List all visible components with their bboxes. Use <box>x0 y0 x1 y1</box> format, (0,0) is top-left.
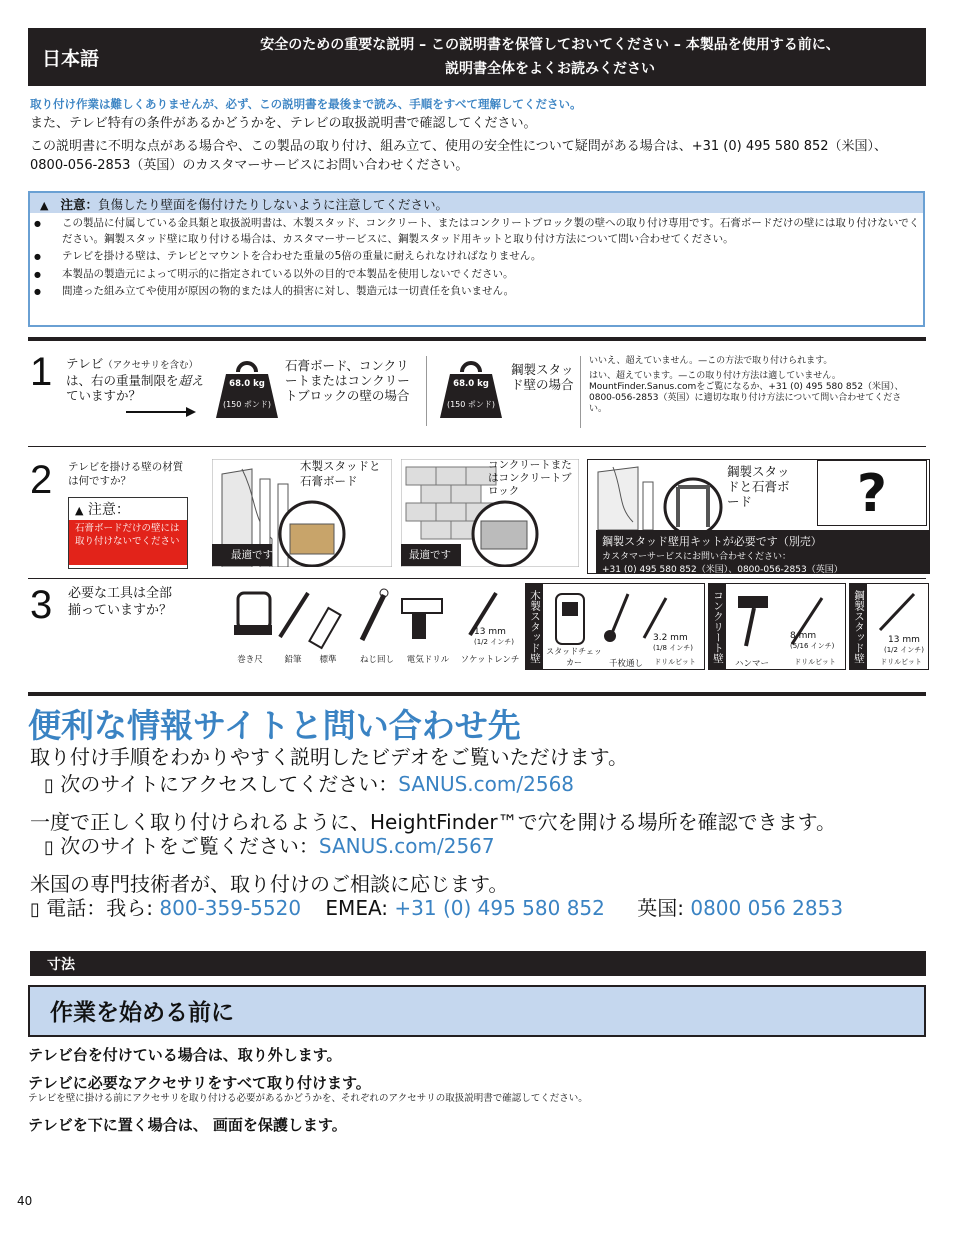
step-1-number: 1 <box>30 350 53 394</box>
stud-finder-icon <box>556 594 584 644</box>
drill-bit-icon <box>644 598 666 638</box>
step-1-q-em: 超え <box>178 373 204 388</box>
tool-label: 標準 <box>319 655 337 665</box>
phone-us[interactable]: 800-359-5520 <box>159 896 302 920</box>
warning-triangle-icon: ▲ <box>75 504 84 517</box>
support-text: 米国の専門技術者が、取り付けのご相談に応じます。 <box>30 872 509 896</box>
header-title <box>190 33 910 81</box>
video-line <box>44 772 574 798</box>
concrete-bit-size: 8 mm <box>790 631 817 641</box>
tool-label: ソケットレンチ <box>460 655 520 665</box>
dimensions-bar: 寸法 <box>30 951 926 976</box>
screwdriver-icon <box>362 589 388 640</box>
intro-contact: この説明書に不明な点がある場合や、この製品の取り付け、組み立て、使用の安全性について疑問がある場合は、+31 (0) 495 580 852（米国）、0800-056-2853（英国）のカスタマーサービスにお問い合わせください。 <box>30 139 888 173</box>
tool-label: スタッドチェッカー <box>546 647 602 667</box>
caution-item: ● 本製品の製造元によって明示的に指定されている以外の目的で本製品を使用しないでください。 <box>34 267 922 283</box>
tool-label: ハンマー <box>734 659 769 669</box>
caution-item: ● この製品に付属している金具類と取扱説明書は、木製スタッド、コンクリート、またはコンクリートブロック製の壁への取り付け専用です。石膏ボードだけの壁には取り付けないでください。鋼製スタッド壁に取り付ける場合は、カスタマーサービスに、鋼製スタッド用キットと取り付け方法について問い合わせてください。 <box>34 216 922 247</box>
divider <box>28 692 926 696</box>
wall-1-text: 石膏ボード、コンクリートまたはコンクリートブロックの壁の場合 <box>285 358 410 403</box>
step-1-answers <box>589 356 909 415</box>
caution-item: ● 間違った組み立てや使用が原因の物的または人的損害に対し、製造元は一切責任を負いません。 <box>34 284 922 300</box>
level-icon <box>309 608 340 648</box>
step-1-q-small: （アクセサリを含む） <box>103 360 198 371</box>
answer-no: いいえ、超えていません。—この方法で取り付けられます。 <box>589 356 833 366</box>
wall-c-note <box>596 530 929 574</box>
intro-emphasis: 取り付け作業は難しくありませんが、必ず、この説明書を最後まで読み、手順をすべて理解してください。 <box>30 97 582 111</box>
divider <box>28 578 926 579</box>
wall-a-tag: 最適です <box>231 549 273 561</box>
tool-label: 千枚通し <box>608 659 643 669</box>
wall-c-label: 鋼製スタッドと石膏ボード <box>727 464 790 509</box>
mobile-phone-icon: ▯ <box>44 775 54 796</box>
separator <box>426 356 427 426</box>
tool-label: 鉛筆 <box>284 655 302 665</box>
answer-yes: はい、超えています。—この取り付け方法は適していません。MountFinder.Sanus.comをご覧になるか、+31 (0) 495 580 852（米国）、0800-056-2853（英国）に適切な取り付け方法について問い合わせてください。 <box>589 371 904 414</box>
heightfinder-line <box>44 834 495 860</box>
steel-wall-label: 鋼製スタッド壁 <box>849 583 867 670</box>
steel-bit-size: 13 mm <box>888 635 920 645</box>
concrete-bit-size-in: (5/16 インチ) <box>790 642 835 650</box>
arrow-right-icon <box>126 405 196 419</box>
wood-bit-size: 3.2 mm <box>653 633 688 643</box>
concrete-wall-label: コンクリート壁 <box>708 583 726 670</box>
tool-label: 電気ドリル <box>406 655 450 665</box>
steel-tools-illustration <box>870 590 926 634</box>
heightfinder-url-link[interactable]: SANUS.com/2567 <box>318 834 495 858</box>
phone-label: 電話：我ら: <box>46 896 154 920</box>
drill-icon <box>402 599 442 639</box>
wall-c-note-3: +31 (0) 495 580 852（米国）、0800-056-2853（英国） <box>602 565 843 575</box>
socket-size: 13 mm <box>474 627 506 637</box>
video-access: 次のサイトにアクセスしてください： <box>60 772 399 796</box>
step-2-number: 2 <box>30 458 53 502</box>
before-start-heading: 作業を始める前に <box>28 985 926 1037</box>
tool-label: ドリルビット <box>880 658 922 666</box>
step-3-question: 必要な工具は全部揃っていますか？ <box>68 586 173 618</box>
divider <box>28 337 926 341</box>
intro-line: また、テレビ特有の条件があるかどうかを、テレビの取扱説明書で確認してください。 <box>30 116 537 131</box>
wood-wall-label: 木製スタッド壁 <box>525 583 543 670</box>
page-number: 40 <box>17 1194 33 1208</box>
caution-list <box>34 216 922 302</box>
tool-label: 巻き尺 <box>237 655 263 665</box>
step-3-number: 3 <box>30 583 53 627</box>
step-1-question <box>66 356 206 403</box>
mobile-phone-icon: ▯ <box>44 837 54 858</box>
wood-bit-size-in: (1/8 インチ) <box>653 644 693 652</box>
tape-measure-icon <box>234 593 272 635</box>
caution-item: ● テレビを掛ける壁は、テレビとマウントを合わせた重量の5倍の重量に耐えられなければなりません。 <box>34 249 922 265</box>
weight-icon <box>214 360 280 420</box>
step-1-q-b: は、右の重量制限を <box>66 373 179 388</box>
caution-header <box>30 193 923 213</box>
weight-2-lb: (150 ポンド) <box>446 400 496 409</box>
wall-c-note-2: カスタマーサービスにお問い合わせください： <box>602 552 792 562</box>
info-title: 便利な情報サイトと問い合わせ先 <box>28 706 521 745</box>
step-2-question: テレビを掛ける壁の材質は何ですか？ <box>68 461 184 487</box>
weight-1-lb: (150 ポンド) <box>222 400 272 409</box>
warning-triangle-icon: ▲ <box>40 199 49 212</box>
caution-text: 負傷したり壁面を傷付けたりしないように注意してください。 <box>97 197 448 212</box>
phone-emea[interactable]: +31 (0) 495 580 852 <box>394 896 605 920</box>
heightfinder-text: 一度で正しく取り付けられるように、HeightFinder™で穴を開ける場所を確認できます。 <box>30 810 837 834</box>
weight-icon <box>438 360 504 420</box>
uk-label: 英国: <box>637 896 684 920</box>
header-title-line1: 安全のための重要な説明 – この説明書を保管しておいてください – 本製品を使用する前に、 <box>260 37 840 53</box>
step-2-caution-text: 石膏ボードだけの壁には取り付けないでください <box>69 520 187 565</box>
heightfinder-access: 次のサイトをご覧ください： <box>60 834 319 858</box>
pencil-icon <box>280 593 308 637</box>
hammer-icon <box>738 596 768 646</box>
concrete-tools-illustration <box>732 590 842 648</box>
header-title-line2: 説明書全体をよくお読みください <box>445 61 655 77</box>
phone-line <box>30 896 843 922</box>
steel-bit-size-in: (1/2 インチ) <box>884 646 924 654</box>
task-protect-screen: テレビを下に置く場合は、 画面を保護します。 <box>28 1116 347 1134</box>
steel-stud-wall-illustration <box>593 462 723 530</box>
wall-b-tag: 最適です <box>409 549 451 561</box>
wall-a-label: 木製スタッドと石膏ボード <box>300 459 381 488</box>
phone-uk[interactable]: 0800 056 2853 <box>690 896 844 920</box>
weight-2-value: 68.0 kg <box>453 379 489 389</box>
weight-1-value: 68.0 kg <box>229 379 265 389</box>
question-mark-icon: ? <box>817 460 927 526</box>
caution-label: 注意： <box>60 197 98 212</box>
tool-label: ドリルビット <box>654 658 696 666</box>
tool-label: ドリルビット <box>794 658 836 666</box>
video-url-link[interactable]: SANUS.com/2568 <box>398 772 575 796</box>
step-2-caution-label: 注意： <box>87 502 130 518</box>
task-accessories-note: テレビを壁に掛ける前にアクセサリを取り付ける必要があるかどうかを、それぞれのアクセサリの取扱説明書で確認してください。 <box>28 1093 588 1104</box>
phone-icon: ▯ <box>30 899 40 920</box>
emea-label: EMEA: <box>325 896 389 920</box>
separator <box>580 356 581 428</box>
tool-label: ねじ回し <box>359 655 394 665</box>
task-remove-stand: テレビ台を付けている場合は、取り外します。 <box>28 1046 342 1064</box>
step-2-caution <box>68 497 188 569</box>
step-1-q-c: ていますか？ <box>66 388 142 403</box>
divider <box>28 446 926 447</box>
task-attach-accessories: テレビに必要なアクセサリをすべて取り付けます。 <box>28 1074 371 1092</box>
wall-b-label: コンクリートまたはコンクリートブロック <box>488 459 572 497</box>
video-text: 取り付け手順をわかりやすく説明したビデオをご覧いただけます。 <box>30 745 628 769</box>
drill-bit-icon <box>880 594 914 630</box>
wall-2-text: 鋼製スタッド壁の場合 <box>511 362 574 392</box>
awl-icon <box>604 594 628 642</box>
language-label: 日本語 <box>42 48 100 70</box>
step-1-q-a: テレビ <box>66 356 104 371</box>
wall-c-note-1: 鋼製スタッド壁用キットが必要です（別売） <box>602 535 822 548</box>
socket-size-in: (1/2 インチ) <box>474 638 514 646</box>
